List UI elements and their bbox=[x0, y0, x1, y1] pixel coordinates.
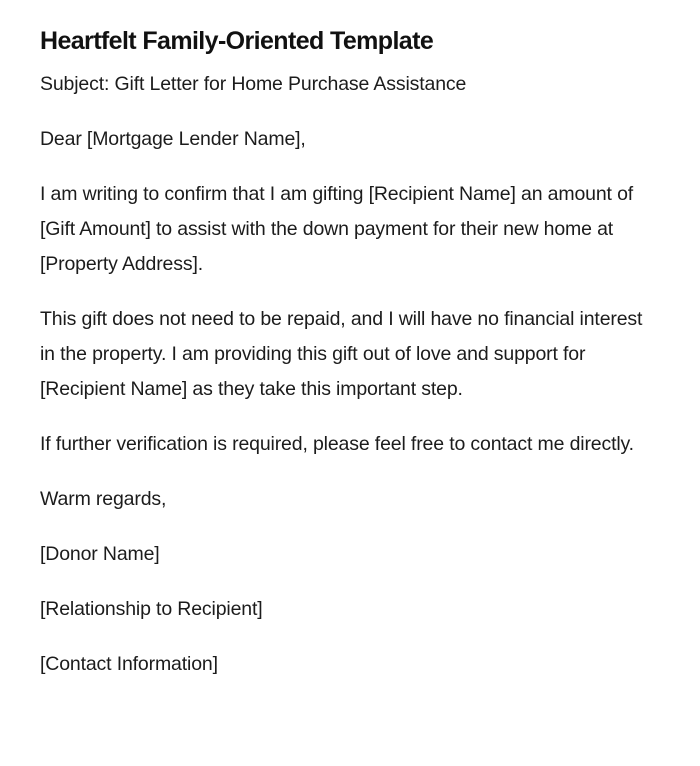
signature-contact: [Contact Information] bbox=[40, 653, 218, 675]
salutation: Dear [Mortgage Lender Name], bbox=[40, 128, 306, 150]
body-paragraph-verification: If further verification is required, please feel free to contact me directly. bbox=[40, 433, 634, 455]
document-title: Heartfelt Family-Oriented Template bbox=[40, 27, 434, 55]
body-paragraph-gift-details: I am writing to confirm that I am gifting [Recipient Name] an amount of [Gift Amount] to assist with the down payment for their new home at [Property Address]. bbox=[40, 183, 634, 275]
signature-donor-name: [Donor Name] bbox=[40, 543, 160, 565]
closing: Warm regards, bbox=[40, 488, 167, 510]
subject-line: Subject: Gift Letter for Home Purchase Assistance bbox=[40, 73, 467, 95]
body-paragraph-no-repayment: This gift does not need to be repaid, and I will have no financial interest in the property. I am providing this gift out of love and support for [Recipient Name] as they take this important step. bbox=[40, 308, 643, 400]
signature-relationship: [Relationship to Recipient] bbox=[40, 598, 263, 620]
